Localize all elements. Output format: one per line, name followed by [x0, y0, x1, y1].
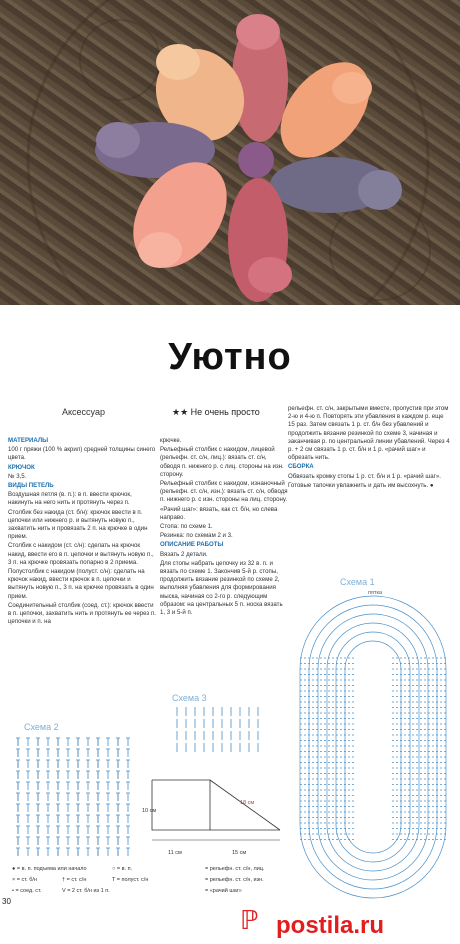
right-col-paragraph: Готовые тапочки увлажнить и дать им высохнуть. ●	[288, 481, 434, 489]
legend-item: T = полуст. с/н	[112, 877, 149, 883]
right-col-paragraph: рельефн. ст. с/н, закрытыми вместе, пропустив при этом 2-ю и 4-ю п. Повторять эти убавления в каждом р. еще 15 раз. Затем связать 1 р. ст. б/н без убавлений и продолжить вязание резинкой по схеме 3, начиная и заканчивая р. по центральной линии убавлений. Через 4 р. + 2 см связать 1 р. ст. б/н и 1 р. «рачий шаг» и обрезать нить.	[288, 405, 450, 462]
left-text-column	[8, 437, 158, 627]
dim-18: 18 см	[240, 800, 255, 806]
yarn-ball	[238, 142, 274, 178]
legend-item: ○ = в. п.	[112, 866, 133, 872]
dimensions-diagram	[140, 758, 290, 858]
dim-15: 15 см	[232, 850, 247, 856]
legend-item: = «рачий шаг»	[205, 888, 242, 894]
middle-text-column	[160, 437, 288, 618]
legend-item: = рельефн. ст. с/н, лиц.	[205, 866, 265, 872]
watermark: postila.ru	[276, 912, 385, 939]
schema1-label: Схема 1	[340, 577, 375, 587]
difficulty-label: ★★ Не очень просто	[172, 407, 260, 417]
left-col-paragraph: Соединительный столбик (соед. ст.): крючок ввести в п. цепочки, захватить нить и протянуть ее через п. цепочки и п. на	[8, 601, 156, 626]
legend-item: V = 2 ст. б/н из 1 п.	[62, 888, 110, 894]
left-col-paragraph: КРЮЧОК	[8, 463, 35, 471]
right-text-column	[288, 405, 450, 491]
page-title: Уютно	[168, 336, 292, 378]
dim-10: 10 см	[142, 808, 157, 814]
page-number: 30	[2, 897, 11, 906]
schema2-chart	[10, 732, 140, 862]
schema2-label: Схема 2	[24, 722, 59, 732]
left-col-paragraph: № 3,5.	[8, 472, 27, 480]
left-col-paragraph: МАТЕРИАЛЫ	[8, 437, 49, 444]
slipper-top	[232, 14, 288, 142]
legend-item: • = соед. ст.	[12, 888, 42, 894]
left-col-paragraph: Столбик с накидом (ст. с/н): сделать на крючок накид, ввести его в п. цепочки и вытянуть новую п., 3 п. на крючке провязать попарно в 2 приема.	[8, 542, 154, 566]
left-col-paragraph: Воздушная петля (в. п.): в п. ввести крючок, накинуть на него нить и протянуть через п.	[8, 491, 132, 507]
slippers-photo	[0, 0, 460, 305]
mid-col-paragraph: Для стопы набрать цепочку из 32 в. п. и вязать по схеме 1. Закончив 5-й р. стопы, продолжить вязание резинкой по схеме 2, выполняя убавления для формирования мыска, начиная со 2-го р. следующим образом: на центральных 5 п. носка вязать 1, 3 и 5-й п.	[160, 559, 283, 617]
mid-col-paragraph: Вязать 2 детали.	[160, 550, 208, 558]
mid-col-paragraph: Рельефный столбик с накидом, лицевой (рельефн. ст. с/н, лиц.): вязать ст. с/н, обводя п. нижнего р. с лиц. стороны на изн. сторону.	[160, 446, 284, 478]
mid-col-paragraph: ОПИСАНИЕ РАБОТЫ	[160, 541, 224, 549]
left-col-paragraph: Полустолбик с накидом (полуст. с/н): сделать на крючок накид, ввести крючок в п. цепочки и вытянуть новую п., 3 п. на крючке провязать в один прием.	[8, 568, 154, 600]
slipper-right	[270, 157, 402, 213]
mid-col-paragraph: Резинка: по схемам 2 и 3.	[160, 532, 233, 540]
category-label: Аксессуар	[62, 407, 105, 417]
left-col-paragraph: 100 г пряжи (100 % акрил) средней толщины синего цвета.	[8, 446, 156, 462]
left-col-paragraph: Столбик без накида (ст. б/н): крючок ввести в п. цепочки или нижнего р. и вытянуть новую п., захватить нить и провязать 2 п. на крючке в один прием.	[8, 508, 148, 541]
right-col-paragraph: Обвязать кромку стопы 1 р. ст. б/н и 1 р. «рачий шаг».	[288, 472, 441, 480]
schema1-heel-label: пятка	[368, 590, 383, 596]
schema1-chart	[292, 588, 454, 906]
legend-item: × = ст. б/н	[12, 877, 37, 883]
dim-11: 11 см	[168, 850, 182, 856]
legend-item: † = ст. с/н	[62, 877, 87, 883]
right-col-paragraph: СБОРКА	[288, 463, 314, 471]
mid-col-paragraph: Стопа: по схеме 1.	[160, 523, 213, 531]
legend-item: ● = в. п. подъема или начало	[12, 866, 87, 872]
mid-col-paragraph: «Рачий шаг»: вязать, как ст. б/н, но слева направо.	[160, 505, 278, 521]
slippers-illustration	[0, 0, 460, 305]
mid-col-paragraph: крючке.	[160, 437, 182, 444]
postila-logo-icon: ℙ	[240, 906, 259, 936]
legend-item: = рельефн. ст. с/н, изн.	[205, 877, 264, 883]
schema3-label: Схема 3	[172, 693, 207, 703]
schema3-chart	[172, 703, 272, 755]
left-col-paragraph: ВИДЫ ПЕТЕЛЬ	[8, 482, 54, 490]
mid-col-paragraph: Рельефный столбик с накидом, изнаночный (рельефн. ст. с/н, изн.): вязать ст. с/н, обводя п. нижнего р. с изн. стороны на лиц. сторону.	[160, 480, 288, 504]
